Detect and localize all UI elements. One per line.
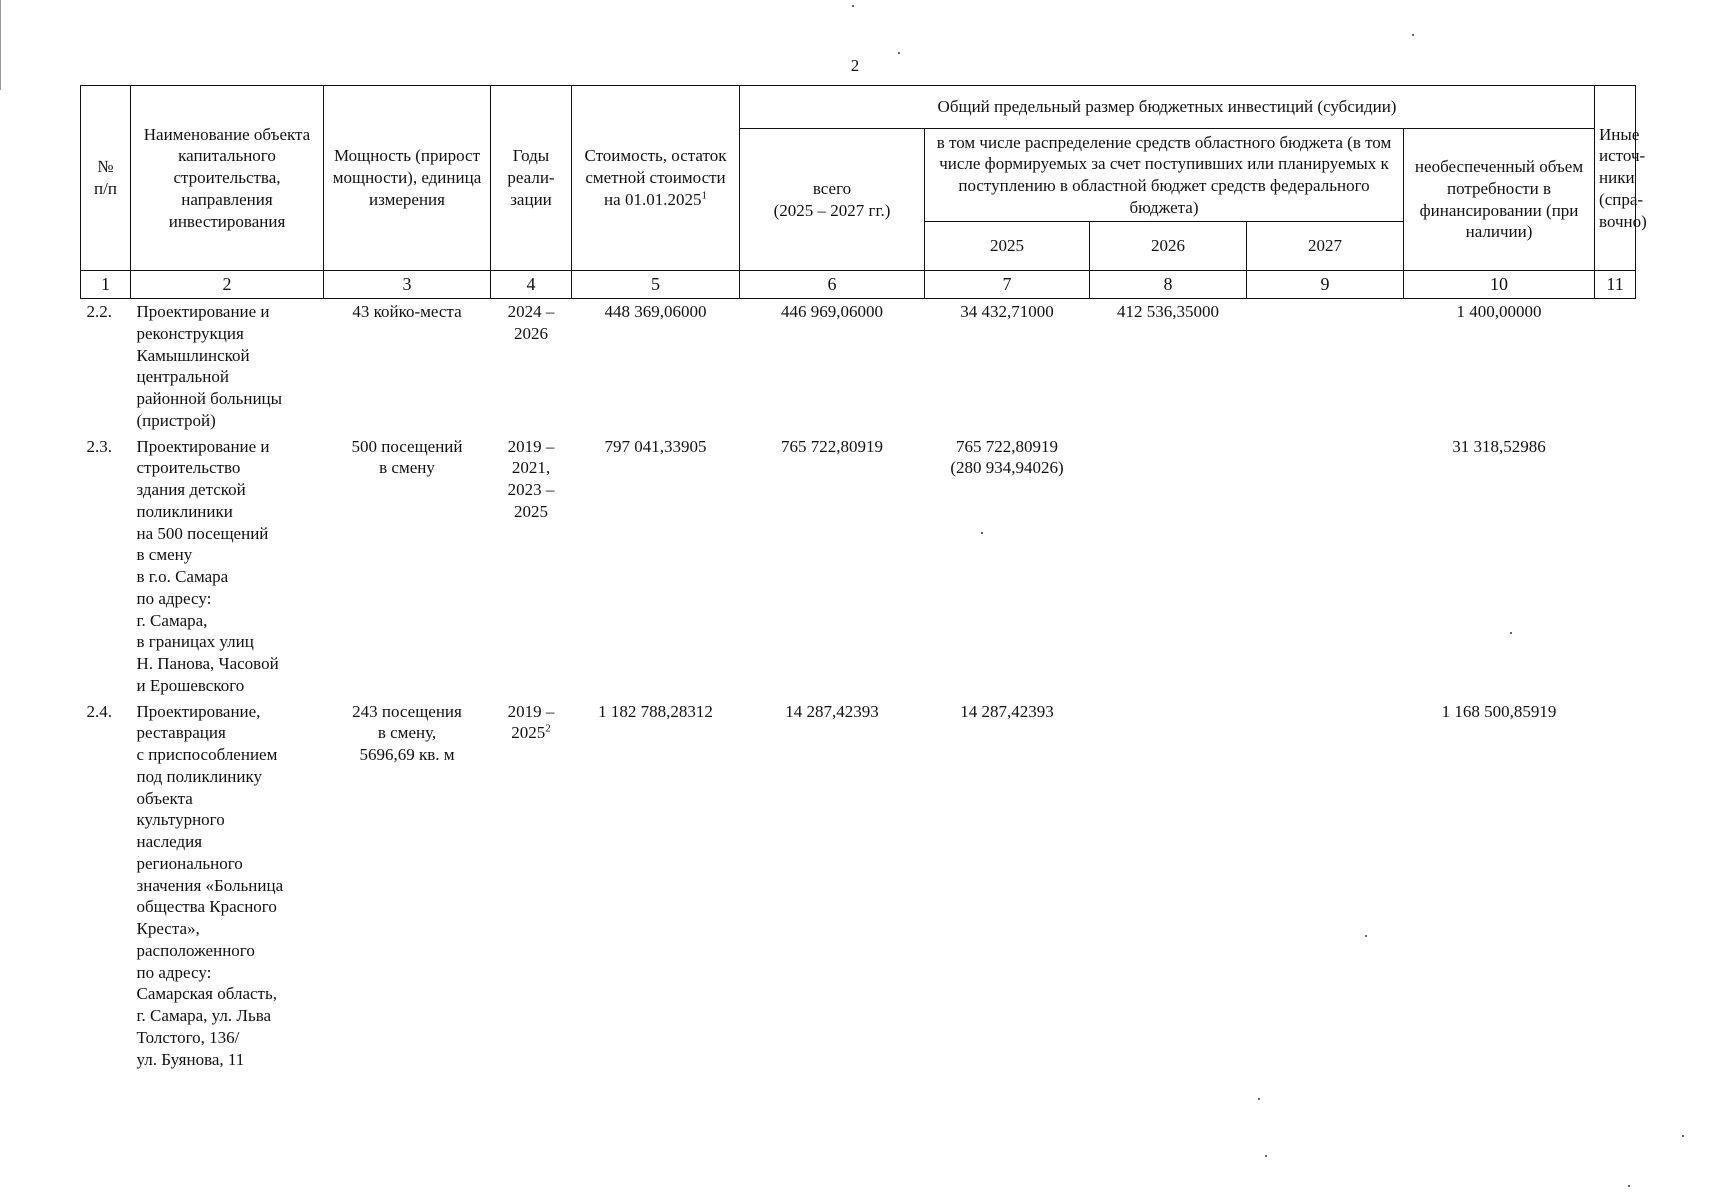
scan-speck (1265, 1155, 1267, 1157)
years-footnote-mark: 2 (545, 722, 551, 735)
scan-speck (1258, 1098, 1260, 1100)
column-number: 4 (491, 271, 572, 299)
estimated-cost: 1 182 788,28312 (598, 701, 713, 721)
object-name: Проектирование и реконструкция Камышлинской центральной районной больницы (пристрой) (136, 302, 283, 430)
header-year-2027: 2027 (1247, 222, 1404, 271)
total-investment: 446 969,06000 (781, 302, 883, 321)
scan-speck (981, 532, 983, 534)
investment-2027 (1247, 697, 1404, 1071)
scan-speck (898, 52, 900, 54)
column-number: 9 (1247, 271, 1404, 299)
object-capacity: 500 посещений в смену (351, 436, 463, 478)
column-number: 11 (1595, 271, 1636, 299)
investment-2025: 765 722,80919 (280 934,94026) (950, 436, 1064, 478)
total-investment: 14 287,42393 (785, 701, 879, 721)
years-text: 2019 – 2021, 2023 – 2025 (507, 436, 555, 521)
header-unfunded: необеспеченный объем потребности в финансировании (при наличии) (1404, 129, 1595, 271)
header-cost-text: Стоимость, остаток сметной стоимости на 01.01.2025 (584, 146, 727, 209)
scan-edge (0, 0, 1, 90)
column-number: 8 (1090, 271, 1247, 299)
object-capacity: 243 посещения в смену, 5696,69 кв. м (352, 701, 462, 764)
implementation-years (491, 299, 572, 432)
column-number: 5 (572, 271, 740, 299)
table-row (81, 299, 1636, 432)
header-years: Годы реали-зации (491, 86, 572, 271)
scan-speck (1365, 935, 1367, 937)
header-cost (572, 86, 740, 271)
scan-speck (1682, 1135, 1684, 1137)
header-year-2026: 2026 (1090, 222, 1247, 271)
other-sources (1595, 432, 1636, 697)
header-name: Наименование объекта капитального строительства, направления инвестирования (131, 86, 324, 271)
column-number: 10 (1404, 271, 1595, 299)
unfunded-amount: 31 318,52986 (1452, 436, 1546, 456)
column-number: 6 (740, 271, 925, 299)
header-num: № п/п (81, 86, 131, 271)
cost-footnote-mark: 1 (701, 189, 707, 202)
investment-2025: 34 432,71000 (960, 302, 1054, 321)
row-number: 2.2. (86, 302, 112, 321)
implementation-years (491, 432, 572, 697)
unfunded-amount: 1 400,00000 (1456, 302, 1542, 321)
investment-2025: 14 287,42393 (960, 701, 1054, 721)
header-power: Мощность (прирост мощности), единица измерения (324, 86, 491, 271)
implementation-years (491, 697, 572, 1071)
header-total: всего (2025 – 2027 гг.) (740, 129, 925, 271)
header-other: Иные источ-ники (спра-вочно) (1595, 86, 1636, 271)
scan-speck (1412, 34, 1414, 36)
investment-2027 (1247, 432, 1404, 697)
estimated-cost: 448 369,06000 (604, 302, 707, 321)
header-row-1 (81, 86, 1636, 129)
table-row (81, 432, 1636, 697)
header-regional-group: в том числе распределение средств областного бюджета (в том числе формируемых за счет поступивших или планируемых к поступлению в областной бюджет средств федерального бюджета) (925, 129, 1404, 222)
table-row (81, 697, 1636, 1071)
object-capacity: 43 койко-места (352, 302, 462, 321)
scan-speck (852, 5, 854, 7)
investment-table (80, 85, 1647, 1070)
other-sources (1595, 299, 1636, 432)
header-year-2025: 2025 (925, 222, 1090, 271)
column-number: 2 (131, 271, 324, 299)
estimated-cost: 797 041,33905 (604, 436, 707, 456)
investment-2027 (1247, 299, 1404, 432)
years-text: 2019 – 2025 (507, 701, 555, 743)
object-name: Проектирование, реставрация с приспособлением под поликлинику объекта культурного наследия регионального значения «Больница общества Красного Креста», расположенного по адресу: Самарская область, г. Самара, ул. Льва Толстого, 136/ ул. Буянова, 11 (136, 701, 284, 1069)
column-number: 3 (324, 271, 491, 299)
column-number-row (81, 271, 1636, 299)
header-budget-group: Общий предельный размер бюджетных инвестиций (субсидии) (740, 86, 1595, 129)
column-number: 1 (81, 271, 131, 299)
page-number: 2 (850, 56, 860, 75)
unfunded-amount: 1 168 500,85919 (1441, 701, 1557, 721)
row-number: 2.3. (86, 436, 112, 456)
investment-2026 (1090, 432, 1247, 697)
total-investment: 765 722,80919 (781, 436, 883, 456)
column-number: 7 (925, 271, 1090, 299)
object-name: Проектирование и строительство здания детской поликлиники на 500 посещений в смену в г.о. Самара по адресу: г. Самара, в границах улиц Н. Панова, Часовой и Ерошевского (136, 436, 279, 695)
scan-speck (1628, 1185, 1630, 1187)
years-text: 2024 – 2026 (507, 302, 555, 343)
investment-2026 (1090, 697, 1247, 1071)
row-number: 2.4. (86, 701, 112, 721)
other-sources (1595, 697, 1636, 1071)
scan-speck (1510, 632, 1512, 634)
investment-2026: 412 536,35000 (1117, 302, 1219, 321)
